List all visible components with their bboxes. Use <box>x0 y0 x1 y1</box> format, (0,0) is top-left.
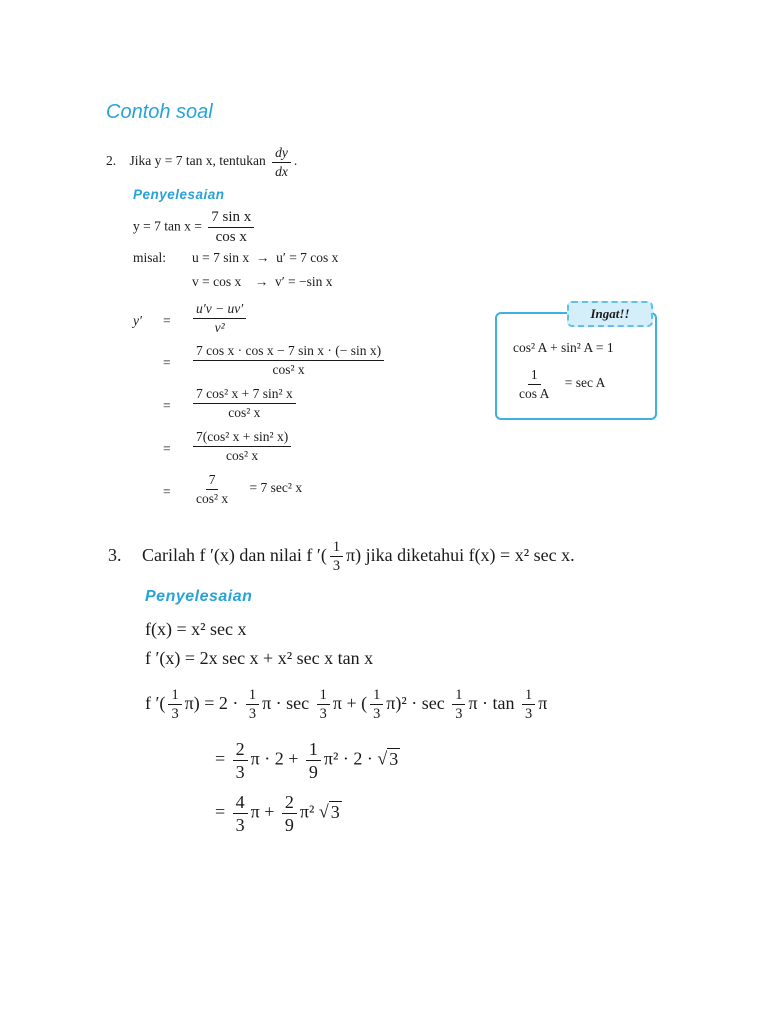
eval-text: π + ( <box>332 693 368 714</box>
fraction-numerator: 7 <box>206 473 219 490</box>
solution-line-1 <box>133 210 257 245</box>
question-2 <box>106 146 297 178</box>
fraction-denominator: 3 <box>171 706 179 723</box>
fraction-numerator: 1 <box>528 368 541 385</box>
fraction-denominator: 3 <box>235 762 245 782</box>
reminder-box <box>495 312 657 420</box>
fraction-denominator: cos² x <box>226 447 259 463</box>
solution-label: Penyelesaian <box>133 187 225 202</box>
misal-v: v = cos x → v′ = −sin x <box>192 274 333 289</box>
eval-text: π · tan <box>468 693 515 714</box>
derivative-fraction <box>272 146 291 178</box>
y-prime-label: y′ <box>133 313 142 328</box>
evaluation-line <box>145 688 547 722</box>
one-third-fraction <box>452 688 465 722</box>
one-third-fraction <box>522 688 535 722</box>
fraction-denominator: cos² x <box>228 404 261 420</box>
eval-text: π · sec <box>262 693 310 714</box>
equals-sign: = <box>215 801 226 822</box>
fraction-numerator: 1 <box>246 688 259 705</box>
secant-rhs: = sec A <box>564 375 606 391</box>
step-5-result: = 7 sec² x <box>249 480 303 496</box>
result-text: π + <box>250 801 275 822</box>
fraction-numerator: 1 <box>330 540 343 557</box>
fraction-numerator: 2 <box>233 740 248 761</box>
misal-label: misal: <box>133 250 166 265</box>
fraction-denominator: v² <box>214 319 225 335</box>
equals-sign: = <box>163 441 171 456</box>
result-text: π² <box>299 801 315 822</box>
fraction-denominator: 3 <box>455 706 463 723</box>
sqrt-symbol: √ <box>318 801 329 822</box>
question-number: 3. <box>108 545 122 566</box>
fraction-denominator: 9 <box>308 762 318 782</box>
fraction-denominator: 3 <box>525 706 533 723</box>
period: . <box>293 153 298 169</box>
one-third-fraction <box>246 688 259 722</box>
fraction-numerator: 1 <box>306 740 321 761</box>
quotient-rule-fraction <box>193 302 246 334</box>
question-3 <box>108 540 575 574</box>
fraction-numerator: 1 <box>452 688 465 705</box>
fraction-numerator: 1 <box>317 688 330 705</box>
reminder-label: Ingat!! <box>567 301 653 327</box>
question-prompt-part-b: π) jika diketahui f(x) = x² sec x. <box>346 545 575 566</box>
solution-label: Penyelesaian <box>145 588 253 605</box>
fraction-denominator: cos² x <box>272 361 305 377</box>
fraction-numerator: 1 <box>168 688 181 705</box>
fraction-numerator: 1 <box>370 688 383 705</box>
step-2 <box>190 344 387 376</box>
one-third-fraction <box>168 688 181 722</box>
eval-text: π)² · sec <box>386 693 445 714</box>
fraction-denominator: cos A <box>519 385 550 401</box>
two-thirds-fraction <box>233 740 248 781</box>
reminder-secant <box>513 368 605 400</box>
one-third-fraction <box>330 540 343 574</box>
line-lhs: y = 7 tan x = <box>133 218 202 234</box>
step-4-fraction <box>193 430 291 462</box>
one-third-fraction <box>317 688 330 722</box>
fraction-numerator: dy <box>272 146 291 163</box>
fraction-denominator: 3 <box>332 558 341 575</box>
fraction-denominator: 3 <box>319 706 327 723</box>
equals-sign: = <box>163 398 171 413</box>
step-2-fraction <box>193 344 384 376</box>
eval-text: π <box>538 693 548 714</box>
misal-u: u = 7 sin x → u′ = 7 cos x <box>192 250 339 265</box>
fraction-denominator: dx <box>275 163 288 179</box>
fraction-denominator: 3 <box>373 706 381 723</box>
equals-sign: = <box>163 484 171 499</box>
fraction-denominator: 3 <box>248 706 257 723</box>
result-line-1 <box>215 740 400 781</box>
eval-text: f ′( <box>145 693 166 714</box>
question-prompt-part-a: Carilah f ′(x) dan nilai f ′( <box>142 545 327 566</box>
equals-sign: = <box>163 313 171 328</box>
result-text: π · 2 + <box>250 748 299 769</box>
fraction-numerator: 1 <box>522 688 535 705</box>
result-line-2 <box>215 793 342 834</box>
step-5 <box>190 473 302 505</box>
one-third-fraction <box>370 688 383 722</box>
result-text: π² · 2 · <box>323 748 373 769</box>
fraction-numerator: 2 <box>282 793 297 814</box>
step-3 <box>190 387 299 419</box>
fraction-denominator: 9 <box>284 815 294 835</box>
fraction-denominator: cos² x <box>196 490 229 506</box>
fraction-numerator: 7 cos x · cos x − 7 sin x · (− sin x) <box>193 344 384 361</box>
two-ninths-fraction <box>282 793 297 834</box>
sqrt-symbol: √ <box>377 748 388 769</box>
step-3-fraction <box>193 387 296 419</box>
equals-sign: = <box>215 748 226 769</box>
fraction-numerator: 7(cos² x + sin² x) <box>193 430 291 447</box>
question-prompt: Jika y = 7 tan x, tentukan <box>129 153 266 169</box>
reminder-identity: cos² A + sin² A = 1 <box>513 340 614 355</box>
sqrt-radicand: 3 <box>330 801 340 822</box>
tan-fraction <box>208 210 254 245</box>
step-5-fraction <box>193 473 231 505</box>
fraction-denominator: 3 <box>235 815 245 835</box>
section-heading: Contoh soal <box>106 101 213 123</box>
one-ninth-fraction <box>306 740 321 781</box>
secant-fraction <box>516 368 552 400</box>
function-definition: f(x) = x² sec x <box>145 619 247 639</box>
step-4 <box>190 430 294 462</box>
eval-text: π) = 2 · <box>184 693 239 714</box>
step-1 <box>190 302 249 334</box>
sqrt-radicand: 3 <box>389 748 399 769</box>
equals-sign: = <box>163 355 171 370</box>
question-number: 2. <box>106 153 117 169</box>
fraction-denominator: cos x <box>215 229 247 245</box>
fraction-numerator: 7 cos² x + 7 sin² x <box>193 387 296 404</box>
fraction-numerator: u′v − uv′ <box>193 302 246 319</box>
fraction-numerator: 4 <box>233 793 248 814</box>
function-derivative: f ′(x) = 2x sec x + x² sec x tan x <box>145 648 374 668</box>
fraction-numerator: 7 sin x <box>208 210 254 228</box>
four-thirds-fraction <box>233 793 248 834</box>
